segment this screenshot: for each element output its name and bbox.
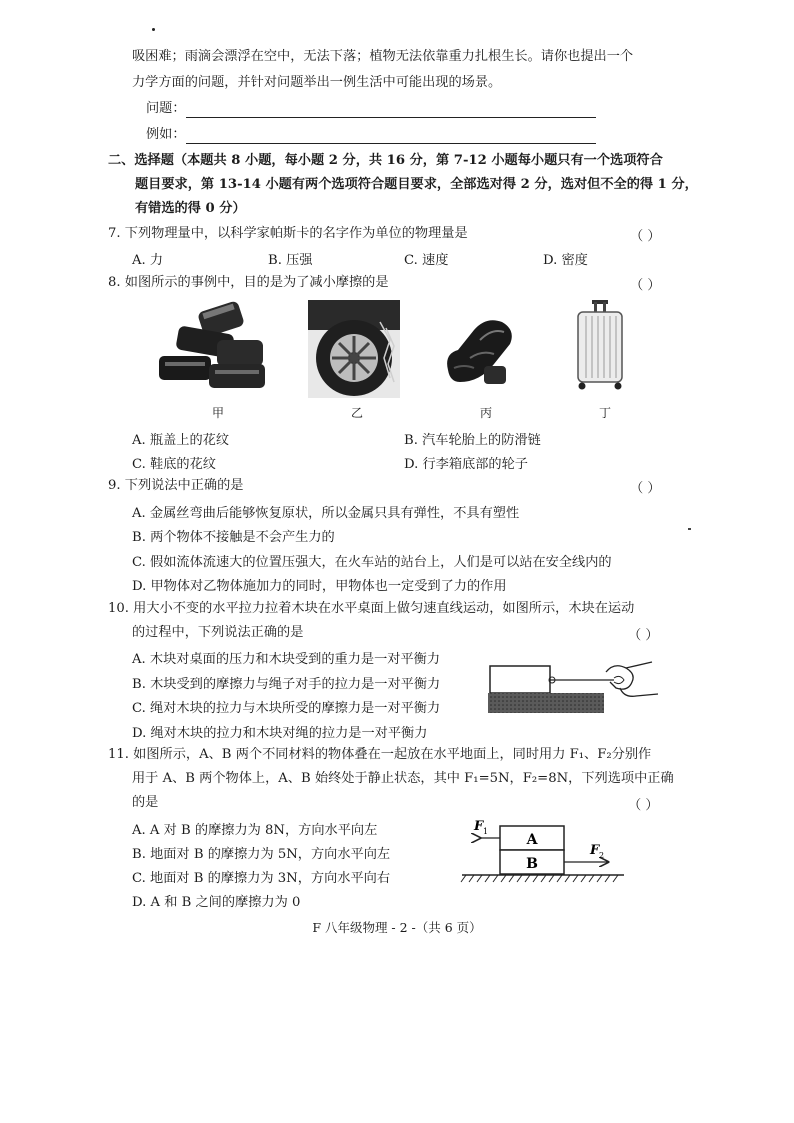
fig-label-ding: 丁 (599, 406, 612, 420)
example-label: 例如： (146, 127, 186, 142)
question-row (146, 100, 596, 118)
block-a-label: A (526, 832, 538, 848)
pulling-block-figure (486, 652, 666, 718)
q7-answer-paren: （ ） (630, 229, 661, 244)
question-blank (186, 103, 596, 118)
fig-label-bing: 丙 (480, 406, 493, 420)
q10-stem-1: 10. 用大小不变的水平拉力拉着木块在水平桌面上做匀速直线运动，如图所示，木块在运动 (108, 601, 635, 616)
q10-option-d: D. 绳对木块的拉力和木块对绳的拉力是一对平衡力 (132, 726, 428, 741)
f2-subscript: 2 (599, 851, 605, 860)
q8-option-b: B. 汽车轮胎上的防滑链 (404, 433, 541, 448)
tire-chain-image (308, 300, 400, 398)
q11-stem-1: 11. 如图所示，A、B 两个不同材料的物体叠在一起放在水平地面上，同时用力 F₁、F₂分别作 (108, 747, 652, 762)
q10-option-a: A. 木块对桌面的压力和木块受到的重力是一对平衡力 (132, 652, 441, 667)
question-label: 问题： (146, 101, 186, 116)
q10-option-b: B. 木块受到的摩擦力与绳子对手的拉力是一对平衡力 (132, 677, 441, 692)
page-footer: F 八年级物理 - 2 -（共 6 页） (312, 920, 482, 935)
f1-label: F (474, 819, 484, 834)
f2-label: F (590, 843, 600, 858)
q10-stem-2: 的过程中，下列说法正确的是 (132, 625, 304, 640)
fig-label-jia: 甲 (212, 406, 225, 420)
q8-option-c: C. 鞋底的花纹 (132, 457, 216, 472)
speck (152, 28, 155, 31)
bottle-caps-image (155, 300, 270, 395)
q7-option-a: A. 力 (132, 253, 164, 268)
q8-option-d: D. 行李箱底部的轮子 (404, 457, 528, 472)
shoe-sole-image (440, 310, 520, 390)
section2-line-3: 有错选的得 0 分） (135, 201, 246, 216)
example-row (146, 126, 596, 144)
block-b-label: B (526, 856, 538, 872)
q11-stem-3: 的是 (132, 795, 159, 810)
q8-stem: 8. 如图所示的事例中，目的是为了减小摩擦的是 (108, 275, 389, 290)
q8-answer-paren: （ ） (630, 278, 661, 293)
q11-option-a: A. A 对 B 的摩擦力为 8N，方向水平向左 (132, 823, 378, 838)
stacked-blocks-figure (458, 814, 628, 886)
q7-option-d: D. 密度 (543, 253, 588, 268)
q11-option-c: C. 地面对 B 的摩擦力为 3N，方向水平向右 (132, 871, 391, 886)
q9-option-d: D. 甲物体对乙物体施加力的同时，甲物体也一定受到了力的作用 (132, 579, 507, 594)
q10-answer-paren: （ ） (628, 628, 659, 643)
q7-stem: 7. 下列物理量中，以科学家帕斯卡的名字作为单位的物理量是 (108, 226, 468, 241)
q9-option-c: C. 假如流体流速大的位置压强大，在火车站的站台上，人们是可以站在安全线内的 (132, 555, 612, 570)
suitcase-image (570, 298, 630, 394)
q9-answer-paren: （ ） (630, 481, 661, 496)
section2-line-2: 题目要求，第 13-14 小题有两个选项符合题目要求，全部选对得 2 分，选对但不全的得 1 分， (135, 177, 698, 192)
q10-option-c: C. 绳对木块的拉力与木块所受的摩擦力是一对平衡力 (132, 701, 441, 716)
q7-option-b: B. 压强 (268, 253, 313, 268)
q11-answer-paren: （ ） (628, 798, 659, 813)
fig-label-yi: 乙 (351, 406, 364, 420)
q9-option-b: B. 两个物体不接触是不会产生力的 (132, 530, 335, 545)
intro-line-2: 力学方面的问题，并针对问题举出一例生活中可能出现的场景。 (132, 75, 502, 90)
section2-line-1: 二、选择题（本题共 8 小题，每小题 2 分，共 16 分，第 7-12 小题每小题只有一个选项符合 (108, 153, 663, 168)
example-blank (186, 129, 596, 144)
q7-option-c: C. 速度 (404, 253, 449, 268)
q9-option-a: A. 金属丝弯曲后能够恢复原状，所以金属只具有弹性，不具有塑性 (132, 506, 520, 521)
intro-line-1: 吸困难；雨滴会漂浮在空中，无法下落；植物无法依靠重力扎根生长。请你也提出一个 (132, 49, 634, 64)
margin-speck (688, 528, 691, 530)
q8-option-a: A. 瓶盖上的花纹 (132, 433, 230, 448)
q9-stem: 9. 下列说法中正确的是 (108, 478, 244, 493)
q11-stem-2: 用于 A、B 两个物体上，A、B 始终处于静止状态，其中 F₁=5N，F₂=8N，下列选项中正确 (132, 771, 674, 786)
q11-option-d: D. A 和 B 之间的摩擦力为 0 (132, 895, 301, 910)
f1-subscript: 1 (483, 827, 489, 836)
q11-option-b: B. 地面对 B 的摩擦力为 5N，方向水平向左 (132, 847, 391, 862)
